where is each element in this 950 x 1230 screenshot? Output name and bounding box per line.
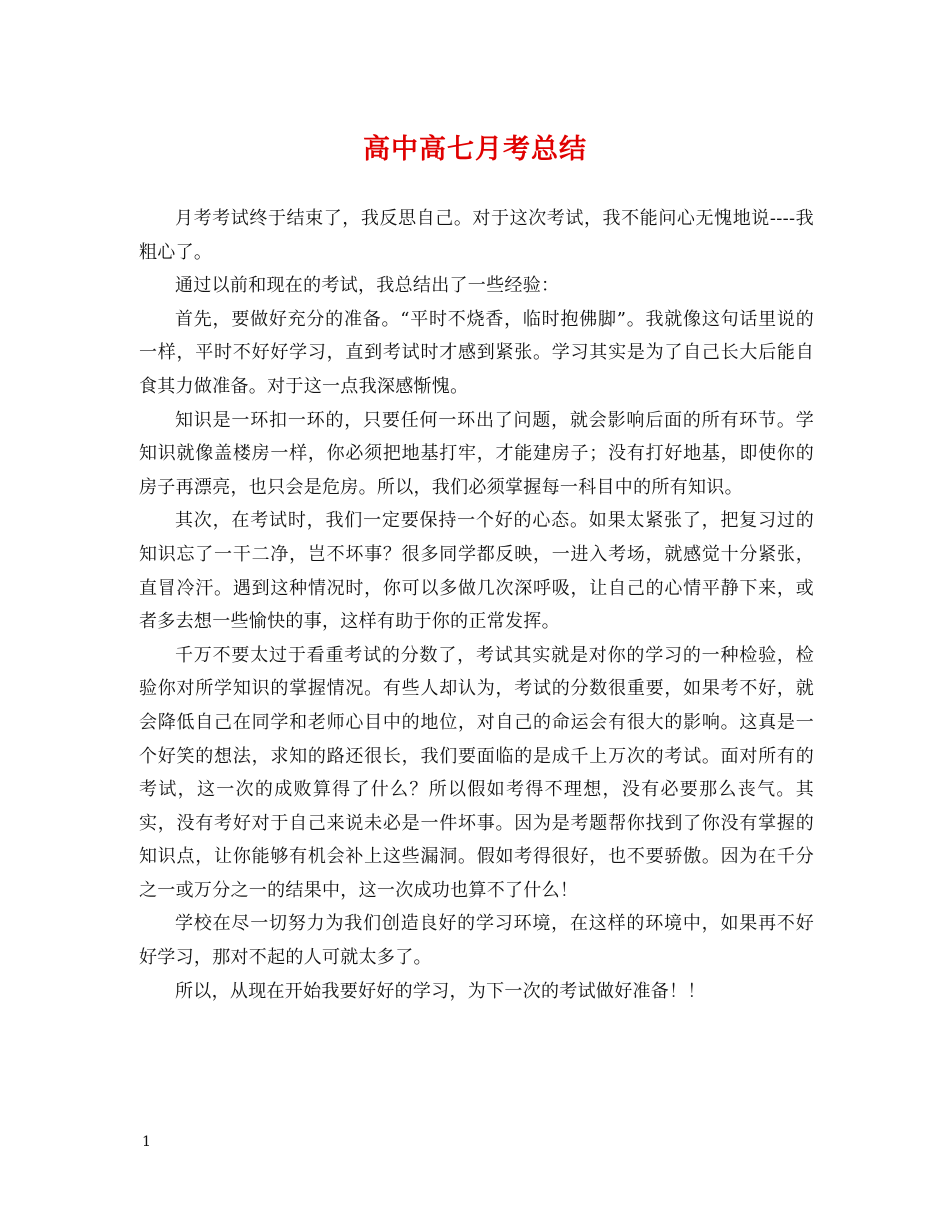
paragraph: 知识是一环扣一环的，只要任何一环出了问题，就会影响后面的所有环节。学知识就像盖楼房一样，你必须把地基打牢，才能建房子；没有打好地基，即使你的房子再漂亮，也只会是危房。所以，我们必须掌握每一科目中的所有知识。 — [139, 409, 814, 498]
paragraph: 千万不要太过于看重考试的分数了，考试其实就是对你的学习的一种检验，检验你对所学知识的掌握情况。有些人却认为，考试的分数很重要，如果考不好，就会降低自己在同学和老师心目中的地位，对自己的命运会有很大的影响。这真是一个好笑的想法，求知的路还很长，我们要面临的是成千上万次的考试。面对所有的考试，这一次的成败算得了什么？所以假如考得不理想，没有必要那么丧气。其实，没有考好对于自己来说未必是一件坏事。因为是考题帮你找到了你没有掌握的知识点，让你能够有机会补上这些漏洞。假如考得很好，也不要骄傲。因为在千分之一或万分之一的结果中，这一次成功也算不了什么！ — [139, 644, 814, 901]
page-number: 1 — [142, 1134, 151, 1150]
paragraph: 月考考试终于结束了，我反思自己。对于这次考试，我不能问心无愧地说----我粗心了。 — [139, 208, 814, 263]
document-title: 高中高七月考总结 — [363, 134, 587, 165]
paragraph: 所以，从现在开始我要好好的学习，为下一次的考试做好准备！！ — [175, 980, 706, 1002]
paragraph: 学校在尽一切努力为我们创造良好的学习环境，在这样的环境中，如果再不好好学习，那对不起的人可就太多了。 — [139, 913, 814, 969]
paragraph: 首先，要做好充分的准备。“平时不烧香，临时抱佛脚”。我就像这句话里说的一样，平时不好好学习，直到考试时才感到紧张。学习其实是为了自己长大后能自食其力做准备。对于这一点我深感惭愧。 — [139, 308, 814, 397]
document-body — [139, 202, 814, 1008]
paragraph: 通过以前和现在的考试，我总结出了一些经验： — [175, 275, 560, 297]
paragraph: 其次，在考试时，我们一定要保持一个好的心态。如果太紧张了，把复习过的知识忘了一干二净，岂不坏事？很多同学都反映，一进入考场，就感觉十分紧张，直冒冷汗。遇到这种情况时，你可以多做几次深呼吸，让自己的心情平静下来，或者多去想一些愉快的事，这样有助于你的正常发挥。 — [139, 510, 814, 633]
